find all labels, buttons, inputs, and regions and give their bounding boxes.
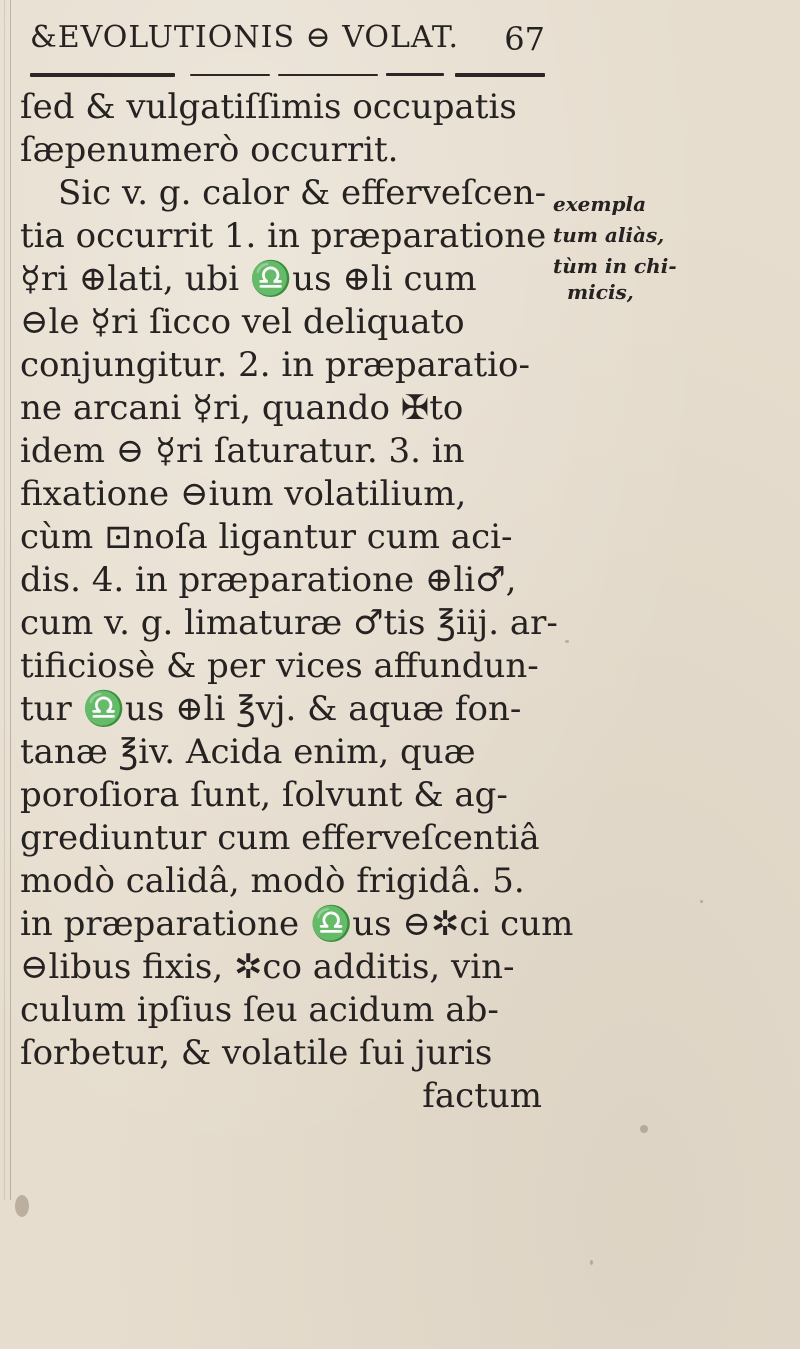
text-line: ſed & vulgatiſſimis occupatis	[20, 87, 517, 127]
text-line: fixatione ⊖ium volatilium,	[20, 474, 467, 514]
text-line: ⊖le ☿ri ſicco vel deliquato	[20, 302, 465, 342]
gutter-edge-outer	[4, 0, 5, 1200]
paper-speck	[565, 640, 569, 643]
paper-stain	[15, 1195, 29, 1217]
text-line: culum ipſius ſeu acidum ab-	[20, 990, 499, 1030]
running-header	[30, 14, 545, 64]
margin-note-line: tùm in chi-	[553, 254, 677, 278]
rule-segment	[30, 73, 175, 77]
text-line: cum v. g. limaturæ ♂tis ℥iij. ar-	[20, 603, 558, 643]
text-line: tificiosè & per vices affundun-	[20, 646, 539, 686]
text-line: poroſiora ſunt, ſolvunt & ag-	[20, 775, 508, 815]
margin-note-line: micis,	[567, 280, 634, 304]
text-line: conjungitur. 2. in præparatio-	[20, 345, 530, 385]
text-line: ſorbetur, & volatile ſui juris	[20, 1033, 493, 1073]
text-line: idem ⊖ ☿ri ſaturatur. 3. in	[20, 431, 465, 471]
paper-speck	[590, 1260, 593, 1265]
main-text	[20, 86, 574, 1118]
text-line: tia occurrit 1. in præparatione	[20, 216, 547, 256]
text-line: ☿ri ⊕lati, ubi ♎us ⊕li cum	[20, 259, 477, 299]
text-line: tanæ ℥iv. Acida enim, quæ	[20, 732, 476, 772]
text-line: grediuntur cum efferveſcentiâ	[20, 818, 540, 858]
rule-segment	[278, 74, 378, 76]
rule-segment	[455, 73, 545, 77]
margin-note-line: tum aliàs,	[553, 223, 665, 247]
page-number: 67	[504, 20, 545, 58]
paper-speck	[700, 900, 703, 903]
rule-segment	[190, 74, 270, 76]
header-rule	[30, 72, 545, 78]
text-line: in præparatione ♎us ⊖✲ci cum	[20, 904, 574, 944]
margin-note	[553, 193, 713, 303]
running-title: &EVOLUTIONIS ⊖ VOLAT.	[30, 20, 460, 55]
rule-segment	[386, 73, 444, 76]
text-line: ne arcani ☿ri, quando ✠to	[20, 388, 464, 428]
catchword: factum	[422, 1076, 542, 1116]
margin-note-line: exempla	[553, 192, 647, 216]
text-line: Sic v. g. calor & efferveſcen-	[58, 173, 547, 213]
text-line: tur ♎us ⊕li ℥vj. & aquæ fon-	[20, 689, 522, 729]
text-line: ſæpenumerò occurrit.	[20, 130, 399, 170]
text-line: dis. 4. in præparatione ⊕li♂,	[20, 560, 517, 600]
text-line: modò calidâ, modò frigidâ. 5.	[20, 861, 525, 901]
text-line: ⊖libus fixis, ✲co additis, vin-	[20, 947, 515, 987]
paper-stain	[640, 1125, 648, 1133]
text-line: cùm ⊡noſa ligantur cum aci-	[20, 517, 513, 557]
gutter-edge	[10, 0, 11, 1200]
